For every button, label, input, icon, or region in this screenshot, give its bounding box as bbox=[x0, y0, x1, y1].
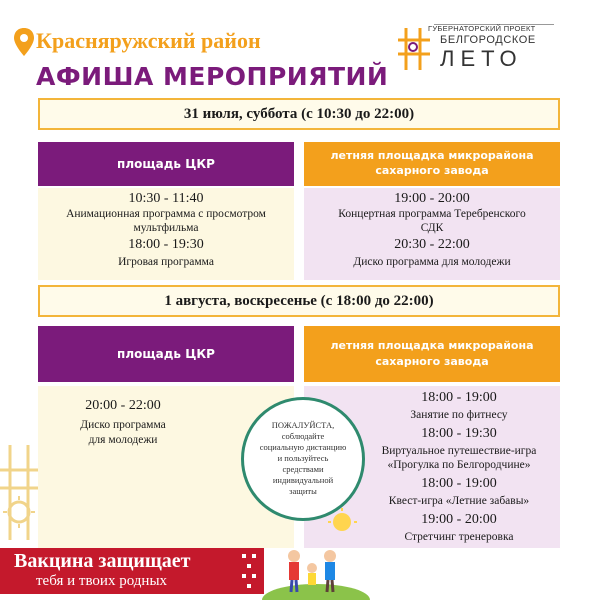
event-time: 19:00 - 20:00 bbox=[394, 191, 470, 206]
notice-line: соблюдайте bbox=[281, 431, 325, 441]
venue-header-left-day1: площадь ЦКР bbox=[38, 142, 294, 186]
venue-right-line2: сахарного завода bbox=[375, 164, 489, 177]
event-title: мультфильма bbox=[133, 222, 199, 234]
event-title: Занятие по фитнесу bbox=[410, 409, 508, 421]
event-title: Виртуальное путешествие-игра bbox=[381, 445, 537, 457]
event-title: Игровая программа bbox=[118, 256, 214, 268]
events-left-day1 bbox=[38, 188, 294, 280]
logo-leto: ЛЕТО bbox=[440, 46, 523, 71]
event-time: 20:30 - 22:00 bbox=[394, 237, 470, 252]
sun-icon bbox=[333, 513, 351, 531]
event-time: 18:00 - 19:00 bbox=[421, 476, 497, 491]
events-right-day1 bbox=[304, 188, 560, 280]
logo-title: БЕЛГОРОДСКОЕ bbox=[440, 34, 536, 46]
event-title: «Прогулка по Белгородчине» bbox=[387, 459, 531, 471]
notice-line: социальную дистанцию bbox=[259, 442, 347, 452]
date-bar-day2: 1 августа, воскресенье (с 18:00 до 22:00) bbox=[38, 285, 560, 317]
event-title: Концертная программа Теребренского bbox=[338, 208, 526, 220]
event-time: 18:00 - 19:00 bbox=[421, 390, 497, 405]
vaccine-line2: тебя и твоих родных bbox=[36, 573, 168, 589]
vaccine-line1: Вакцина защищает bbox=[14, 550, 191, 572]
venue-right-line1: летняя площадка микрорайона bbox=[330, 149, 534, 162]
venue-right-line1: летняя площадка микрорайона bbox=[330, 339, 534, 352]
event-time: 10:30 - 11:40 bbox=[128, 191, 204, 206]
event-title: СДК bbox=[420, 222, 444, 234]
event-time: 18:00 - 19:30 bbox=[421, 426, 497, 441]
event-title: Диско программа bbox=[80, 419, 166, 431]
notice-line: средствами bbox=[282, 464, 324, 474]
event-title: Квест-игра «Летние забавы» bbox=[388, 495, 530, 507]
venue-right-line2: сахарного завода bbox=[375, 355, 489, 368]
family-illustration bbox=[262, 508, 370, 600]
event-title: Диско программа для молодежи bbox=[353, 256, 511, 268]
district-name: Красняружский район bbox=[36, 28, 261, 53]
event-title: Стретчинг тренеровка bbox=[404, 531, 514, 543]
venue-header-right-day1 bbox=[304, 142, 560, 186]
venue-header-left-day2: площадь ЦКР bbox=[38, 326, 294, 382]
page-title: АФИША МЕРОПРИЯТИЙ bbox=[36, 62, 389, 91]
location-pin-icon bbox=[12, 27, 36, 57]
date-bar-day1: 31 июля, суббота (с 10:30 до 22:00) bbox=[38, 98, 560, 130]
event-title: для молодежи bbox=[88, 434, 158, 446]
safety-notice-text bbox=[250, 420, 356, 497]
notice-line: и пользуйтесь bbox=[277, 453, 329, 463]
event-title: Анимационная программа с просмотром bbox=[66, 208, 266, 220]
notice-line: ПОЖАЛУЙСТА, bbox=[271, 420, 335, 430]
event-time: 18:00 - 19:30 bbox=[128, 237, 204, 252]
vaccine-banner bbox=[0, 548, 250, 594]
notice-line: защиты bbox=[289, 486, 317, 496]
event-time: 20:00 - 22:00 bbox=[85, 398, 161, 413]
notice-line: индивидуальной bbox=[272, 475, 334, 485]
pattern-decoration bbox=[238, 548, 264, 594]
event-time: 19:00 - 20:00 bbox=[421, 512, 497, 527]
venue-header-right-day2 bbox=[304, 326, 560, 382]
logo-subtitle: ГУБЕРНАТОРСКИЙ ПРОЕКТ bbox=[428, 24, 536, 33]
